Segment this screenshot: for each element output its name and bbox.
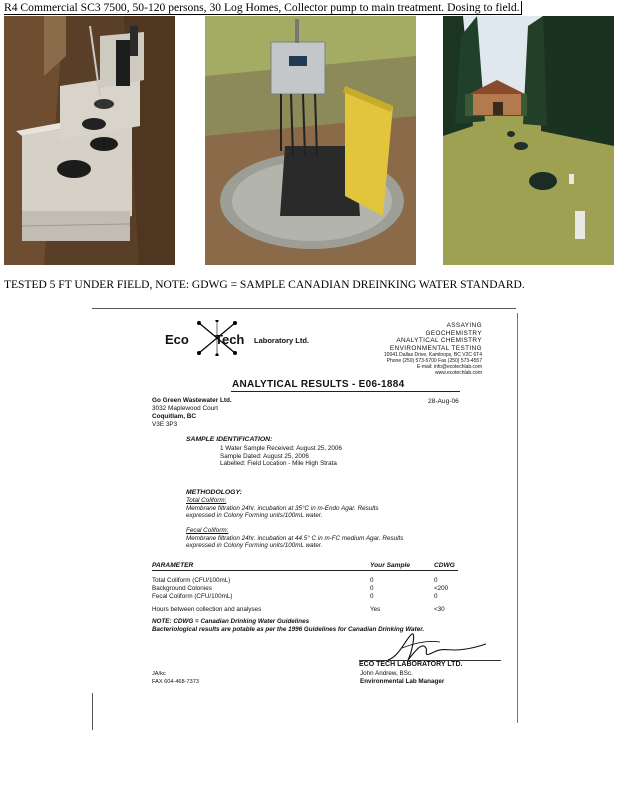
lab-report [92, 305, 520, 730]
client-address: Go Green Wastewater Ltd. 3032 Maplewood Court Coquitlam, BC V3E 3P3 [152, 397, 232, 428]
signature-name: John Andrew, BSc. Environmental Lab Manager [360, 670, 445, 685]
initials-fax: JA/kc FAX 604-468-7373 [152, 671, 199, 685]
methodology-fecal: Fecal Coliform: Membrane filtration 24hr. incubation at 44.5° C in m-FC medium Agar. Results expressed in Colony Forming units/100mL water. [186, 527, 404, 550]
report-notes: NOTE: CDWG = Canadian Drinking Water Guidelines Bacteriological results are potable as per the 1996 Guidelines for Canadian Drinking Water. [152, 618, 425, 633]
report-date: 28-Aug-06 [428, 398, 459, 405]
methodology-heading: METHODOLOGY: [186, 489, 242, 496]
test-note: TESTED 5 FT UNDER FIELD, NOTE: GDWG = SAMPLE CANADIAN DREINKING WATER STANDARD. [4, 279, 525, 291]
photo-field-cabin [443, 16, 614, 265]
sample-id-heading: SAMPLE IDENTIFICATION: [186, 436, 273, 443]
logo-lab: Laboratory Ltd. [254, 336, 310, 345]
table-row: Hours between collection and analyses Yes <30 [152, 606, 445, 613]
caption: R4 Commercial SC3 7500, 50-120 persons, 30 Log Homes, Collector pump to main treatment. Dosing to field. [4, 1, 520, 14]
logo-eco: Eco [165, 332, 189, 347]
lab-address: 10041 Dallas Drive, Kamloops, BC V2C 6T4 Phone (250) 573-5700 Fax (250) 573-4557 E-mail: info@ecotechlab.com www.ecotechlab.com [383, 352, 482, 377]
logo-tech: Tech [215, 332, 245, 347]
sample-id-details: 1 Water Sample Received: August 25, 2006 Sample Dated: August 25, 2006 Labelled: Field Location - Mile High Strata [220, 445, 342, 468]
photo-pump-chamber [205, 16, 416, 265]
photo-trench-tanks [4, 16, 175, 265]
signature-graphic [382, 630, 492, 664]
signature-company: ECO TECH LABORATORY LTD. [359, 661, 463, 668]
table-row: Total Coliform (CFU/100mL) 0 0 [152, 577, 438, 584]
table-row: Fecal Coliform (CFU/100mL) 0 0 [152, 593, 438, 600]
results-table-header: PARAMETER Your Sample CDWG [152, 562, 455, 569]
methodology-total: Total Coliform: Membrane filtration 24hr. incubation at 35°C in m-Endo Agar. Results expressed in Colony Forming units/100mL water. [186, 497, 379, 520]
table-row: Background Colonies 0 <200 [152, 585, 449, 592]
report-title: ANALYTICAL RESULTS - E06-1884 [232, 379, 405, 390]
lab-services: ASSAYING GEOCHEMISTRY ANALYTICAL CHEMISTRY ENVIRONMENTAL TESTING [389, 322, 482, 352]
